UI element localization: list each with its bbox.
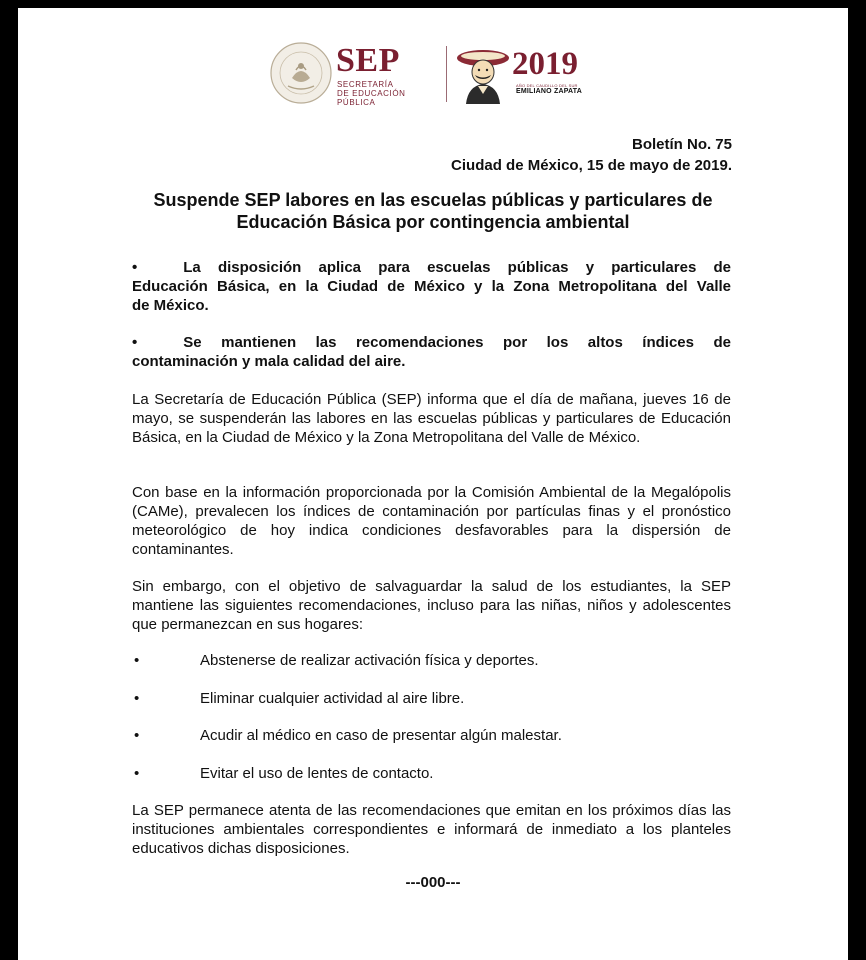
closing-paragraph: La SEP permanece atenta de las recomendaciones que emitan en los próximos días las instituciones ambientales correspondientes e informará de inmediato a los planteles educativos dichas disposiciones. [132, 802, 731, 857]
recommendation-bullet: • [134, 727, 140, 744]
highlight-1-line-2: Educación Básica, en la Ciudad de México y la Zona Metropolitana del Valle [132, 278, 731, 295]
end-mark: ---000--- [405, 874, 461, 891]
logo-divider [446, 46, 447, 102]
highlight-2-bullet: • [132, 334, 138, 351]
mexico-coat-of-arms-seal [270, 42, 332, 104]
recommendation-bullet: • [134, 652, 140, 669]
recommendation-text: Eliminar cualquier actividad al aire libre. [200, 690, 465, 707]
sep-logo-subtitle: SECRETARÍA DE EDUCACIÓN PÚBLICA [337, 80, 406, 107]
headline-line-1: Suspende SEP labores en las escuelas públicas y particulares de [153, 190, 713, 210]
highlight-1-line-3: de México. [132, 297, 209, 314]
recommendation-bullet: • [134, 690, 140, 707]
letterhead [270, 42, 620, 114]
year-subtitle: AÑO DEL CAUDILLO DEL SUR [516, 83, 578, 88]
recommendation-text: Acudir al médico en caso de presentar algún malestar. [200, 727, 562, 744]
headline [118, 189, 748, 233]
document-page [18, 8, 848, 960]
year-2019-logo: 2019 [512, 46, 578, 82]
highlight-2-line-1: Se mantienen las recomendaciones por los altos índices de [183, 334, 731, 351]
recommendation-bullet: • [134, 765, 140, 782]
highlight-1 [132, 258, 731, 315]
highlight-1-line-1: La disposición aplica para escuelas públicas y particulares de [183, 259, 731, 276]
body-paragraph-1: La Secretaría de Educación Pública (SEP) informa que el día de mañana, jueves 16 de mayo, se suspenderán las labores en las escuelas públicas y particulares de Educación Básica, en la Ciudad de México y la Zona Metropolitana del Valle de México. [132, 391, 731, 446]
year-name: EMILIANO ZAPATA [516, 88, 582, 95]
highlight-1-bullet: • [132, 259, 138, 276]
sep-logo-text: SEP [336, 42, 400, 79]
emiliano-zapata-portrait [456, 44, 510, 104]
highlight-2 [132, 333, 731, 371]
body-paragraph-2: Con base en la información proporcionada por la Comisión Ambiental de la Megalópolis (CAMe), prevalecen los índices de contaminación por partículas finas y el pronóstico meteorológico de hoy indica condiciones desfavorables para la dispersión de contaminantes. [132, 484, 731, 558]
headline-line-2: Educación Básica por contingencia ambiental [236, 212, 630, 232]
highlight-2-line-2: contaminación y mala calidad del aire. [132, 353, 406, 370]
recommendation-text: Evitar el uso de lentes de contacto. [200, 765, 434, 782]
recommendation-text: Abstenerse de realizar activación física y deportes. [200, 652, 539, 669]
bulletin-number: Boletín No. 75 [631, 136, 732, 153]
bulletin-place-date: Ciudad de México, 15 de mayo de 2019. [451, 157, 732, 174]
body-paragraph-3: Sin embargo, con el objetivo de salvaguardar la salud de los estudiantes, la SEP mantiene las siguientes recomendaciones, incluso para las niñas, niños y adolescentes que permanezcan en sus hogares: [132, 578, 731, 633]
bulletin-info [451, 134, 732, 176]
